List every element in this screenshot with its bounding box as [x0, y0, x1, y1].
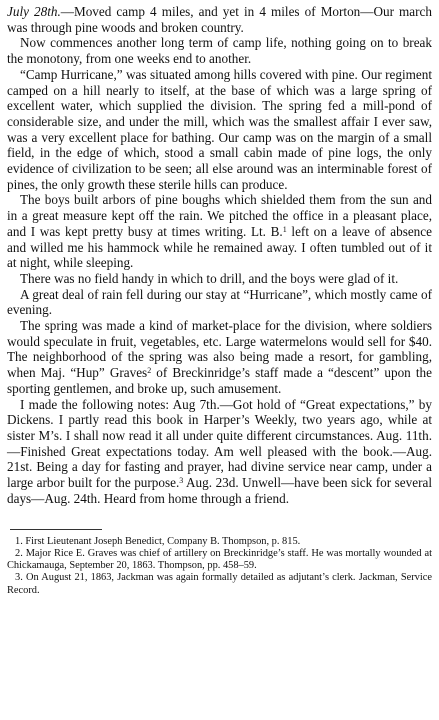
- paragraph-notes-text-b: Aug. 23d. Unwell—have been sick for several days—Aug. 24th. Heard from home through a friend.: [7, 475, 432, 506]
- paragraph-arbors-text-a: The boys built arbors of pine boughs which shielded them from the sun and in a great measure kept off the rain. We pitched the office in a pleasant place, and I was kept pretty busy at times writing. Lt. B.: [7, 192, 432, 239]
- paragraph-market-text-a: The spring was made a kind of market-place for the division, where soldiers would speculate in fruit, vegetables, etc. Large watermelons would sell for $40. The neighborhood of the spring was also being made a resort, for gambling, when Maj. “Hup” Graves: [7, 318, 432, 381]
- paragraph-monotony: Now commences another long term of camp life, nothing going on to break the monotony, from one weeks end to another.: [7, 35, 432, 67]
- footnote-1: 1. First Lieutenant Joseph Benedict, Company B. Thompson, p. 815.: [15, 535, 301, 547]
- diary-text: [7, 4, 432, 507]
- paragraph-arbors: [7, 192, 432, 271]
- entry-text: —Moved camp 4 miles, and yet in 4 miles of Morton—Our march was through pine woods and broken country.: [7, 4, 432, 35]
- paragraph-drill: There was no field handy in which to drill, and the boys were glad of it.: [20, 270, 399, 286]
- paragraph-camp-hurricane: “Camp Hurricane,” was situated among hills covered with pine. Our regiment camped on a hill nearly to itself, at the base of which was a large spring of excellent water, which supplied the division. The spring fed a mill-pond of considerable size, and under the mill, which was the smallest affair I ever saw, was a very excellent place for bathing. Our camp was on the margin of a small field, in the edge of which, stood a small cabin made of pine logs, the only evidence of civilization to be seen; all else around was an interminable forest of pines, the only growth these sterile hills can produce.: [7, 66, 432, 192]
- paragraph-notes-text-a: I made the following notes: Aug 7th.—Got hold of “Great expectations,” by Dickens. I partly read this book in Harper’s Weekly, two years ago, while at sister M’s. I shall now read it all under quite different circumstances. Aug. 11th.—Finished Great expectations today. Am well pleased with the book.—Aug. 21st. Being a day for fasting and prayer, had divine service near camp, under a large arbor built for the purpose.: [7, 396, 432, 491]
- entry-paragraph: [7, 4, 432, 35]
- footnote-2: 2. Major Rice E. Graves was chief of artillery on Breckinridge’s staff. He was mortally wounded at Chickamauga, September 20, 1863. Thompson, pp. 458–59.: [7, 547, 432, 572]
- paragraph-market: [7, 318, 432, 397]
- footnote-3: 3. On August 21, 1863, Jackman was again formally detailed as adjutant’s clerk. Jackman, Service Record.: [7, 572, 432, 596]
- paragraph-arbors-text-b: left on a leave of absence and willed me his hammock while he remained away. I often tumbled out of it at night, while sleeping.: [7, 223, 432, 271]
- paragraph-market-text-b: of Breckinridge’s staff made a “descent” upon the sporting gentlemen, and broke up, such amusement.: [7, 365, 432, 396]
- section-spacer: [7, 507, 432, 529]
- footnote-ref-1: 1: [282, 224, 287, 234]
- footnotes: [7, 536, 432, 597]
- entry-date: July 28th.: [7, 4, 61, 19]
- footnote-ref-2: 2: [147, 366, 152, 376]
- paragraph-notes: [7, 397, 432, 507]
- paragraph-rain: A great deal of rain fell during our stay at “Hurricane”, which mostly came of evening.: [7, 286, 432, 318]
- footnote-rule: [10, 529, 102, 530]
- footnote-ref-3: 3: [179, 476, 184, 486]
